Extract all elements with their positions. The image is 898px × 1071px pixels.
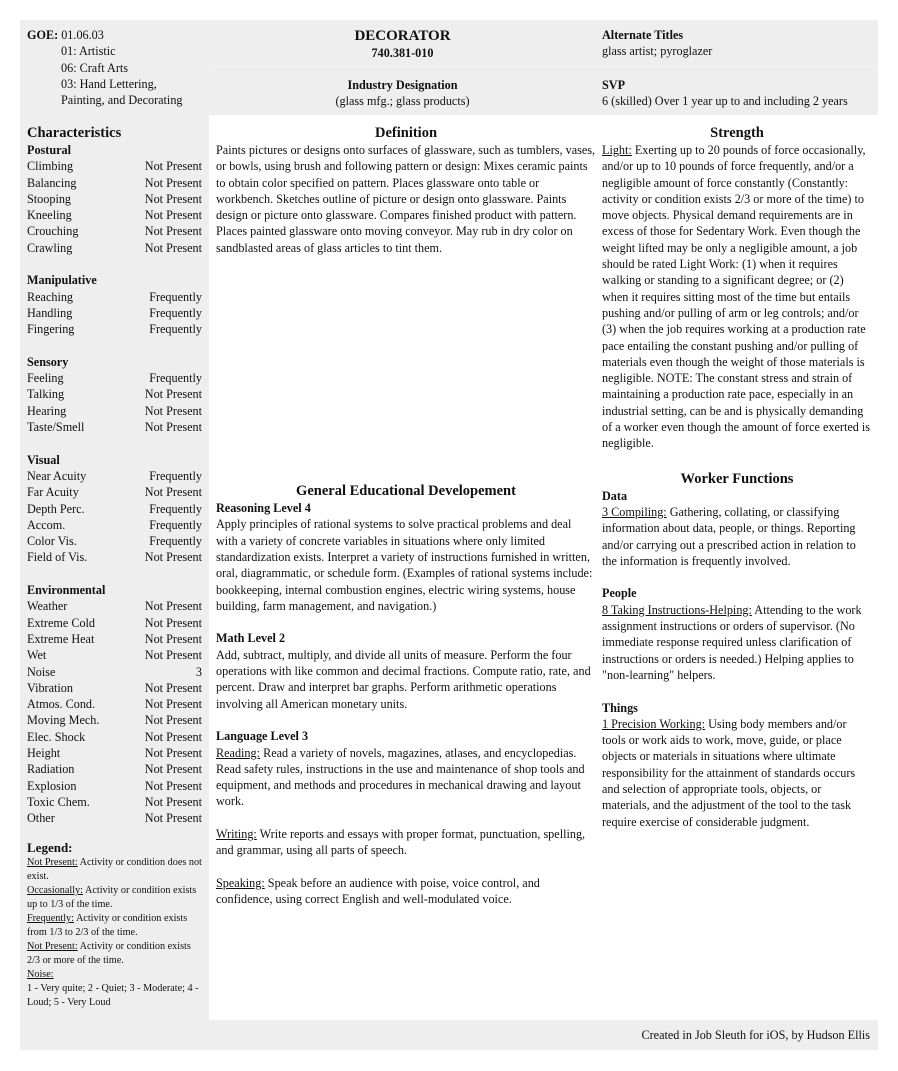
characteristic-value: Frequently <box>149 501 202 516</box>
legend-text: Activity or condition exists up to 1/3 of the time. <box>27 885 197 911</box>
legend-title: Legend: <box>27 840 73 856</box>
speaking-text <box>216 875 596 908</box>
writing-term: Writing: <box>216 827 257 842</box>
strength-body: Exerting up to 20 pounds of force occasionally, and/or up to 10 pounds of force frequently, and/or a negligible amount of force constantly (Constantly: activity or condition exists 2/3 or more of the time) to move objects. Physical demand requirements are in excess of those for Sedentary Work. Even though the weight lifted may be only a negligible amount, a job should be rated Light Work: (1) when it requires walking or standing to a significant degree; or (2) when it requires sitting most of the time but entails pushing and/or pulling of arm or leg controls; and/or (3) when the job requires working at a production rate pace entailing the constant pushing and/or pulling of materials even though the weight of those materials is negligible. NOTE: The constant stress and strain of maintaining a production rate pace, especially in an industrial setting, can be and is physically demanding of a worker even though the amount of force exerted is negligible. <box>602 143 871 451</box>
characteristic-row <box>27 631 202 647</box>
characteristic-label: Crawling <box>27 240 73 255</box>
footer-credit: Created in Job Sleuth for iOS, by Hudson Ellis <box>641 1028 870 1042</box>
characteristic-row <box>27 517 202 533</box>
characteristic-row <box>27 175 202 191</box>
definition-text: Paints pictures or designs onto surfaces of glassware, such as tumblers, vases, or bowls, using brush and following pattern or design: Mixes ceramic paints to obtain color specified on pattern. Places glassware onto table or workbench. Sketches outline of picture or design onto glassware. Paints design or picture onto glassware. Compares finished product with pattern. Places painted glassware onto moving conveyor. May rub in dry color on sandblasted areas of glass articles to tint them. <box>216 143 596 255</box>
industry-label: Industry Designation <box>347 78 458 92</box>
characteristic-row <box>27 696 202 712</box>
alternate-titles-value: glass artist; pyroglazer <box>602 44 713 59</box>
things-term: 1 Precision Working: <box>602 716 706 731</box>
characteristic-label: Noise <box>27 664 56 679</box>
characteristic-value: Not Present <box>144 794 202 809</box>
characteristic-value: Not Present <box>144 631 202 646</box>
group-title-postural: Postural <box>27 143 72 157</box>
header-divider <box>210 66 878 67</box>
characteristic-value: Not Present <box>144 240 202 255</box>
characteristic-label: Elec. Shock <box>27 729 86 744</box>
characteristic-value: Not Present <box>144 762 202 777</box>
characteristics-panel <box>20 115 209 1020</box>
industry-designation <box>210 77 595 110</box>
characteristic-row <box>27 207 202 223</box>
characteristic-label: Talking <box>27 387 65 402</box>
characteristic-label: Extreme Heat <box>27 631 95 646</box>
worker-functions-title: Worker Functions <box>680 470 794 487</box>
characteristic-value: Frequently <box>149 305 202 320</box>
characteristic-label: Moving Mech. <box>27 713 100 728</box>
characteristic-label: Extreme Cold <box>27 615 96 630</box>
characteristic-value: Frequently <box>149 517 202 532</box>
characteristic-row <box>27 712 202 728</box>
characteristic-label: Vibration <box>27 680 73 695</box>
strength-title: Strength <box>710 125 764 141</box>
characteristic-label: Far Acuity <box>27 485 79 500</box>
characteristic-label: Weather <box>27 599 68 614</box>
legend-entry <box>27 884 202 912</box>
characteristic-value: Not Present <box>144 713 202 728</box>
goe-line: 06: Craft Arts <box>61 60 129 75</box>
writing-body: Write reports and essays with proper format, punctuation, spelling, and grammar, using all parts of speech. <box>216 827 586 858</box>
speaking-term: Speaking: <box>216 875 265 890</box>
characteristic-row <box>27 158 202 174</box>
legend-term: Not Present: <box>27 857 78 869</box>
characteristic-label: Wet <box>27 648 47 663</box>
writing-text <box>216 826 596 859</box>
footer <box>20 1020 878 1050</box>
characteristic-label: Radiation <box>27 762 75 777</box>
reading-text <box>216 745 596 810</box>
characteristic-row <box>27 386 202 402</box>
legend-term: Occasionally: <box>27 885 84 897</box>
characteristic-label: Explosion <box>27 778 77 793</box>
things-label: Things <box>602 700 638 715</box>
characteristic-row <box>27 745 202 761</box>
characteristic-row <box>27 761 202 777</box>
speaking-body: Speak before an audience with poise, voice control, and confidence, using correct English and well-modulated voice. <box>216 875 540 907</box>
characteristic-value: Not Present <box>144 729 202 744</box>
data-body: Gathering, collating, or classifying information about data, people, or things. Reporting and/or carrying out a prescribed action in relation to the information is frequently involved. <box>602 504 856 568</box>
people-body: Attending to the work assignment instructions or orders of supervisor. (No immediate response required unless clarification of instructions or orders is needed.) Helping applies to "non-learning" helpers. <box>602 602 862 682</box>
characteristic-row <box>27 778 202 794</box>
characteristic-value: Not Present <box>144 680 202 695</box>
characteristic-label: Feeling <box>27 371 64 386</box>
people-label: People <box>602 586 637 601</box>
title-block <box>210 27 595 61</box>
characteristic-value: Not Present <box>144 778 202 793</box>
characteristic-row <box>27 549 202 565</box>
characteristic-label: Atmos. Cond. <box>27 697 96 712</box>
characteristic-label: Crouching <box>27 224 79 239</box>
legend-entry <box>27 856 202 884</box>
characteristic-row <box>27 321 202 337</box>
characteristic-value: Not Present <box>144 159 202 174</box>
data-label: Data <box>602 488 628 503</box>
characteristic-row <box>27 794 202 810</box>
legend-text: Activity or condition does not exist. <box>27 857 202 883</box>
strength-text <box>602 142 872 452</box>
characteristic-label: Other <box>27 811 55 826</box>
characteristic-row <box>27 533 202 549</box>
things-body: Using body members and/or tools or work aids to work, move, guide, or place objects or materials in situations where ultimate responsibility for the attainment of standards occurs and selection of appropriate tools, objects, or materials, and the adjustment of the tool to the task require exercise of considerable judgment. <box>602 716 856 829</box>
goe-line: Painting, and Decorating <box>61 93 183 108</box>
svp <box>602 77 878 110</box>
characteristic-label: Balancing <box>27 175 77 190</box>
svp-label: SVP <box>602 78 626 92</box>
characteristic-label: Kneeling <box>27 208 72 223</box>
group-title-sensory: Sensory <box>27 354 69 369</box>
characteristic-label: Taste/Smell <box>27 420 85 435</box>
characteristic-label: Field of Vis. <box>27 550 88 565</box>
characteristic-row <box>27 468 202 484</box>
middle-column <box>216 125 596 908</box>
characteristic-label: Depth Perc. <box>27 501 85 516</box>
strength-term: Light: <box>602 143 632 157</box>
group-title-manipulative: Manipulative <box>27 273 97 288</box>
legend-term: Frequently: <box>27 913 74 925</box>
group-title-environmental: Environmental <box>27 583 106 598</box>
characteristic-label: Handling <box>27 305 73 320</box>
characteristic-row <box>27 729 202 745</box>
characteristic-row <box>27 615 202 631</box>
noise-scale: 1 - Very quite; 2 - Quiet; 3 - Moderate; 4 - Loud; 5 - Very Loud <box>27 983 199 1009</box>
alternate-titles-label: Alternate Titles <box>602 28 684 42</box>
characteristic-row <box>27 370 202 386</box>
characteristics-title: Characteristics <box>27 125 122 141</box>
math-label: Math Level 2 <box>216 631 286 646</box>
characteristic-value: Frequently <box>149 289 202 304</box>
goe-label: GOE: <box>27 28 59 42</box>
characteristic-label: Reaching <box>27 289 74 304</box>
characteristic-row <box>27 664 202 680</box>
characteristic-value: Frequently <box>149 534 202 549</box>
characteristic-row <box>27 289 202 305</box>
alternate-titles <box>602 27 878 60</box>
legend-term: Noise: <box>27 969 54 981</box>
characteristic-value: Frequently <box>149 468 202 483</box>
characteristic-row <box>27 501 202 517</box>
characteristic-value: 3 <box>195 664 202 679</box>
characteristic-value: Frequently <box>149 371 202 386</box>
characteristic-row <box>27 191 202 207</box>
characteristic-row <box>27 305 202 321</box>
characteristic-value: Not Present <box>144 550 202 565</box>
legend-text: Activity or condition exists 2/3 or more of the time. <box>27 941 191 967</box>
data-term: 3 Compiling: <box>602 504 667 519</box>
reading-term: Reading: <box>216 745 261 760</box>
characteristic-label: Color Vis. <box>27 534 77 549</box>
characteristic-value: Not Present <box>144 403 202 418</box>
reading-body: Read a variety of novels, magazines, atlases, and encyclopedias. Read safety rules, instructions in the use and maintenance of shop tools and equipment, and methods and procedures in mechanical drawing and layout work. <box>216 745 585 809</box>
job-title: DECORATOR <box>354 28 451 44</box>
characteristic-value: Not Present <box>144 420 202 435</box>
characteristic-row <box>27 419 202 435</box>
reasoning-label: Reasoning Level 4 <box>216 501 311 516</box>
legend-entry <box>27 968 202 982</box>
svp-value: 6 (skilled) Over 1 year up to and including 2 years <box>602 94 848 109</box>
characteristic-value: Not Present <box>144 224 202 239</box>
characteristic-label: Height <box>27 745 61 760</box>
characteristic-value: Not Present <box>144 697 202 712</box>
characteristic-label: Fingering <box>27 322 75 337</box>
definition-title: Definition <box>374 125 438 141</box>
math-text: Add, subtract, multiply, and divide all units of measure. Perform the four operations with like common and decimal fractions. Compute ratio, rate, and percent. Draw and interpret bar graphs. Perform arithmetic operations involving all American monetary units. <box>216 647 591 711</box>
right-column <box>602 125 872 830</box>
reasoning-text: Apply principles of rational systems to solve practical problems and deal with a variety of concrete variables in situations where only limited standardization exists. Interpret a variety of instructions furnished in written, oral, diagrammatic, or schedule form. (Examples of rational systems include: bookkeeping, internal combustion engines, electric wiring systems, house building, farm management, and navigation.) <box>216 517 593 613</box>
characteristic-value: Not Present <box>144 191 202 206</box>
characteristic-value: Not Present <box>144 485 202 500</box>
legend-entry <box>27 912 202 940</box>
characteristic-value: Not Present <box>144 811 202 826</box>
characteristic-label: Toxic Chem. <box>27 794 90 809</box>
goe-line: 03: Hand Lettering, <box>61 76 157 91</box>
people-text <box>602 602 872 683</box>
dot-code: 740.381-010 <box>371 46 434 60</box>
characteristic-row <box>27 484 202 500</box>
legend-entry <box>27 940 202 968</box>
characteristic-value: Not Present <box>144 745 202 760</box>
characteristic-row <box>27 647 202 663</box>
characteristic-row <box>27 810 202 826</box>
characteristic-label: Hearing <box>27 403 67 418</box>
characteristic-row <box>27 598 202 614</box>
ged-title: General Educational Developement <box>296 483 516 500</box>
legend <box>27 856 202 1010</box>
characteristic-value: Frequently <box>149 322 202 337</box>
industry-value: (glass mfg.; glass products) <box>335 94 470 109</box>
characteristic-row <box>27 240 202 256</box>
things-text <box>602 716 872 830</box>
group-title-visual: Visual <box>27 452 60 467</box>
legend-term: Not Present: <box>27 941 78 953</box>
characteristic-label: Accom. <box>27 517 66 532</box>
header <box>20 20 878 115</box>
goe-block <box>27 27 207 108</box>
data-text <box>602 504 872 569</box>
characteristic-row <box>27 223 202 239</box>
goe-code: 01.06.03 <box>61 28 104 42</box>
goe-line: 01: Artistic <box>61 44 116 59</box>
characteristic-label: Climbing <box>27 159 74 174</box>
characteristic-row <box>27 403 202 419</box>
legend-text: Activity or condition exists from 1/3 to 2/3 of the time. <box>27 913 188 939</box>
characteristic-label: Near Acuity <box>27 468 87 483</box>
people-term: 8 Taking Instructions-Helping: <box>602 602 752 617</box>
characteristic-value: Not Present <box>144 599 202 614</box>
characteristic-value: Not Present <box>144 387 202 402</box>
characteristic-row <box>27 680 202 696</box>
language-label: Language Level 3 <box>216 729 309 744</box>
characteristic-value: Not Present <box>144 615 202 630</box>
characteristic-value: Not Present <box>144 175 202 190</box>
characteristic-label: Stooping <box>27 191 72 206</box>
characteristic-value: Not Present <box>144 648 202 663</box>
characteristic-value: Not Present <box>144 208 202 223</box>
